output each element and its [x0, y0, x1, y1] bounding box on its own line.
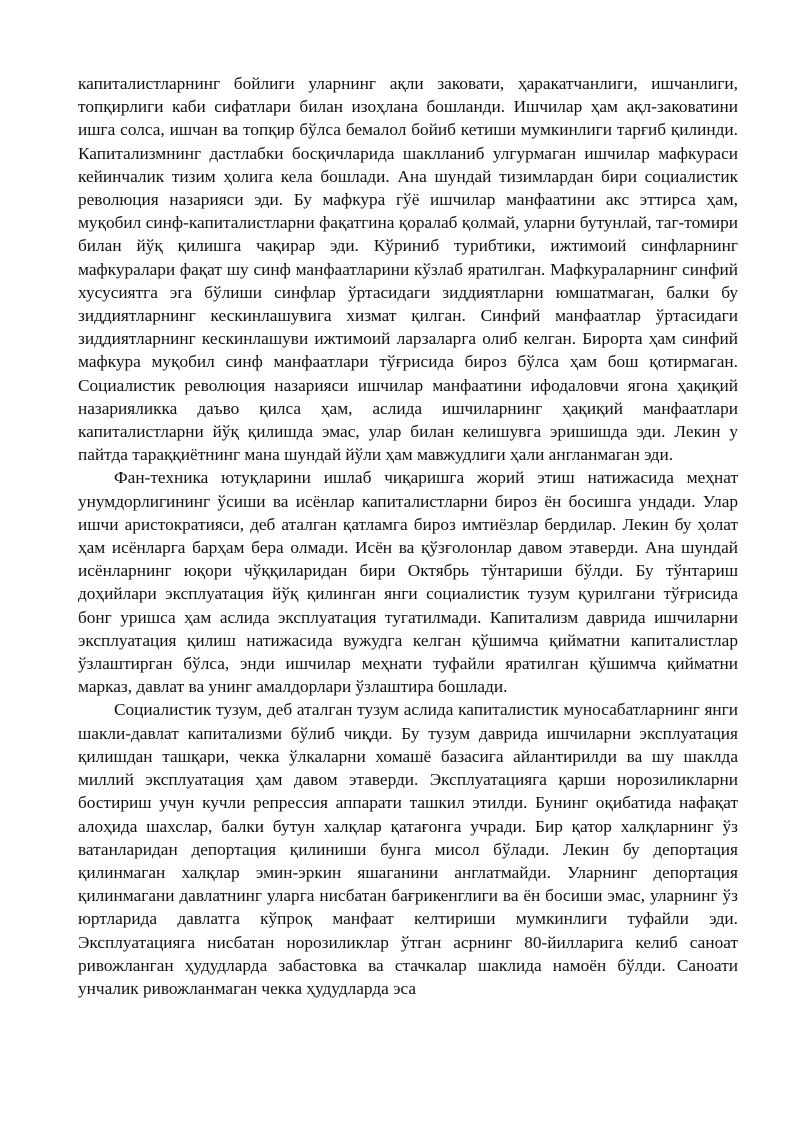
paragraph-3: Социалистик тузум, деб аталган тузум аслида капиталистик муносабатларнинг янги шакли-давлат капитализми бўлиб чиқди. Бу тузум даврида ишчиларни эксплуатация қилишдан ташқари, чекка ўлкаларни хомашё базасига айлантирилди ва шу шаклда миллий эксплуатация ҳам давом этаверди. Эксплуатацияга қарши норозиликларни бостириш учун кучли репрессия аппарати ташкил этилди. Бунинг оқибатида нафақат алоҳида шахслар, балки бутун халқлар қатағонга учради. Бир қатор халқларнинг ўз ватанларидан депортация қилиниши бунга мисол бўлади. Лекин бу депортация қилинмаган халқлар эмин-эркин яшаганини англатмайди. Уларнинг депортация қилинмагани давлатнинг уларга нисбатан бағрикенглиги ва ён босиши эмас, уларнинг ўз юртларида давлатга кўпроқ манфаат келтириши мумкинлиги туфайли эди. Эксплуатацияга нисбатан норозиликлар ўтган асрнинг 80-йилларига келиб саноат ривожланган ҳудудларда забастовка ва стачкалар шаклида намоён бўлди. Саноати унчалик ривожланмаган чекка ҳудудларда эса: [78, 700, 738, 998]
document-page: [78, 72, 738, 1000]
paragraph-1: капиталистларнинг бойлиги уларнинг ақли заковати, ҳаракатчанлиги, ишчанлиги, топқирлиги каби сифатлари билан изоҳлана бошланди. Ишчилар ҳам ақл-заковатини ишга солса, ишчан ва топқир бўлса бемалол бойиб кетиши мумкинлиги тарғиб қилинди. Капитализмнинг дастлабки босқичларида шаклланиб улгурмаган ишчилар мафкураси кейинчалик тизим ҳолига кела бошлади. Ана шундай тизимлардан бири социалистик революция назарияси эди. Бу мафкура гўё ишчилар манфаатини акс эттирса ҳам, муқобил синф-капиталистларни фақатгина қоралаб қолмай, уларни бутунлай, таг-томири билан йўқ қилишга чақирар эди. Кўриниб турибтики, ижтимоий синфларнинг мафкуралари фақат шу синф манфаатларини кўзлаб яратилган. Мафкураларнинг синфий хусусиятга эга бўлиши синфлар ўртасидаги зиддиятларни юмшатмаган, балки бу зиддиятларнинг кескинлашувига хизмат қилган. Синфий манфаатлар ўртасидаги зиддиятларнинг кескинлашуви ижтимоий ларзаларга олиб келган. Бирорта ҳам синфий мафкура муқобил синф манфаатлари тўғрисида бироз бўлса ҳам бош қотирмаган. Социалистик революция назарияси ишчилар манфаатини ифодаловчи ягона ҳақиқий назарияликка даъво қилса ҳам, аслида ишчиларнинг ҳақиқий манфаатлари капиталистларни йўқ қилишда эмас, улар билан келишувга эришишда эди. Лекин у пайтда тараққиётнинг мана шундай йўли ҳам мавжудлиги ҳали англанмаган эди.: [78, 74, 738, 465]
paragraph-2: Фан-техника ютуқларини ишлаб чиқаришга жорий этиш натижасида меҳнат унумдорлигининг ўсиши ва исёнлар капиталистларни бироз ён босишга ундади. Улар ишчи аристократияси, деб аталган қатламга бироз имтиёзлар бердилар. Лекин бу ҳолат ҳам исёнларга барҳам бера олмади. Исён ва қўзғолонлар давом этаверди. Ана шундай исёнларнинг юқори чўққиларидан бири Октябрь тўнтариши бўлди. Бу тўнтариш доҳийлари эксплуатация йўқ қилинган янги социалистик тузум қурилгани тўғрисида бонг уришса ҳам аслида эксплуатация тугатилмади. Капитализм даврида ишчиларни эксплуатация қилиш натижасида вужудга келган қўшимча қийматни капиталистлар ўзлаштирган бўлса, энди ишчилар меҳнати туфайли яратилган қўшимча қийматни марказ, давлат ва унинг амалдорлари ўзлаштира бошлади.: [78, 468, 738, 697]
